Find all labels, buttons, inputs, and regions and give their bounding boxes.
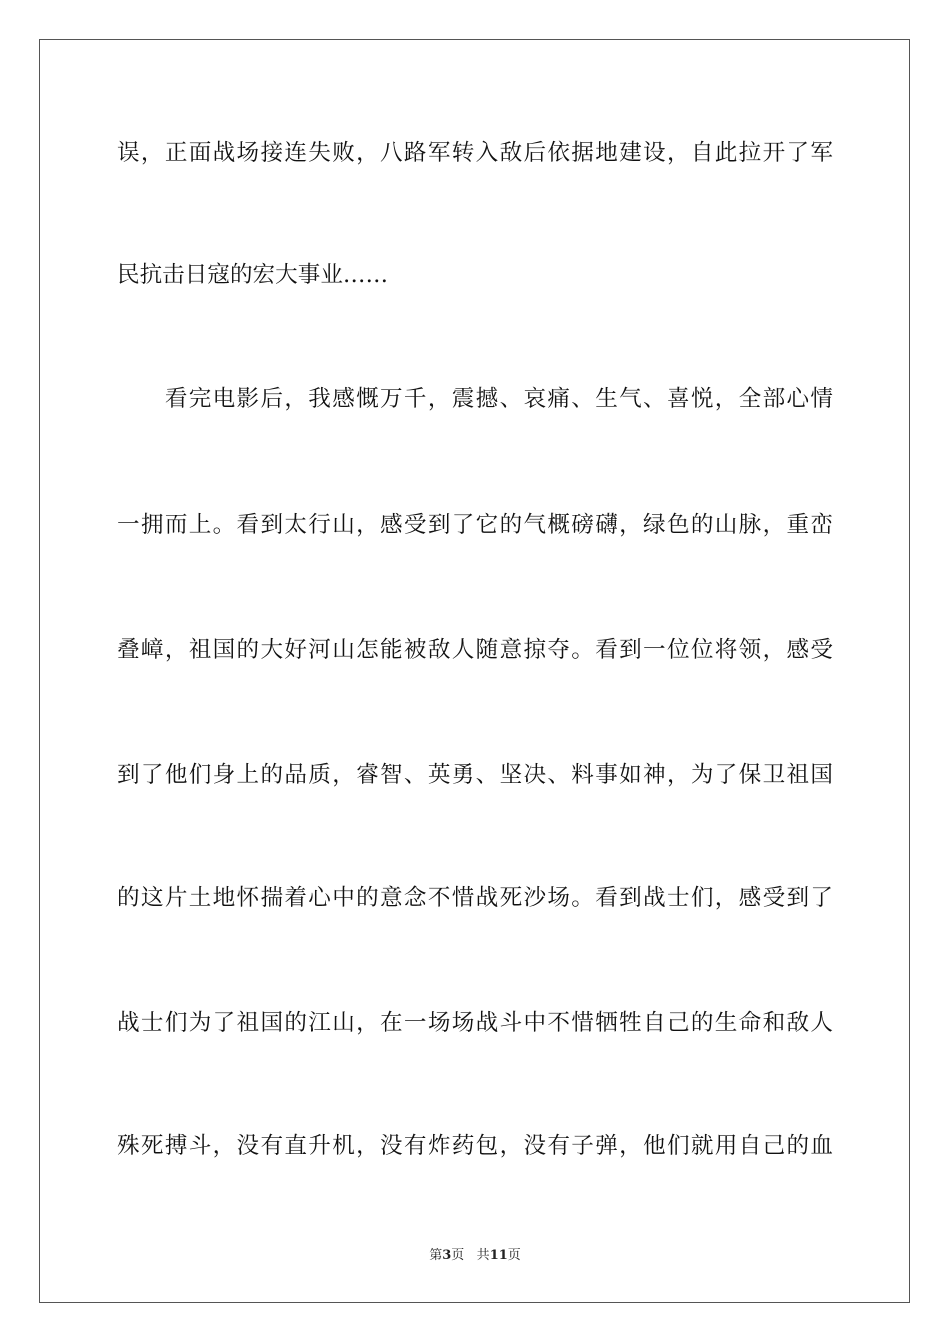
text-line-2: 民抗击日寇的宏大事业……: [117, 262, 389, 288]
text-line-7: 的这片土地怀揣着心中的意念不惜战死沙场。看到战士们，感受到了: [117, 885, 833, 911]
total-pages: 11: [489, 1248, 508, 1263]
page-footer: [0, 1246, 950, 1266]
text-line-4: 一拥而上。看到太行山，感受到了它的气概磅礴，绿色的山脉，重峦: [117, 512, 833, 538]
text-line-5: 叠嶂，祖国的大好河山怎能被敌人随意掠夺。看到一位位将领，感受: [117, 637, 833, 663]
page-prefix: 第: [429, 1248, 443, 1263]
page-suffix: 页: [451, 1248, 465, 1263]
total-suffix: 页: [507, 1248, 521, 1263]
text-line-9: 殊死搏斗，没有直升机，没有炸药包，没有子弹，他们就用自己的血: [117, 1133, 833, 1159]
page-number: 3: [442, 1248, 452, 1263]
total-prefix: 共: [476, 1248, 490, 1263]
page-border: [39, 39, 910, 1303]
text-line-8: 战士们为了祖国的江山，在一场场战斗中不惜牺牲自己的生命和敌人: [117, 1010, 833, 1036]
text-line-6: 到了他们身上的品质，睿智、英勇、坚决、料事如神，为了保卫祖国: [117, 762, 833, 788]
text-line-1: 误，正面战场接连失败，八路军转入敌后依据地建设，自此拉开了军: [117, 140, 833, 166]
text-line-3: 看完电影后，我感慨万千，震撼、哀痛、生气、喜悦，全部心情: [117, 386, 833, 412]
